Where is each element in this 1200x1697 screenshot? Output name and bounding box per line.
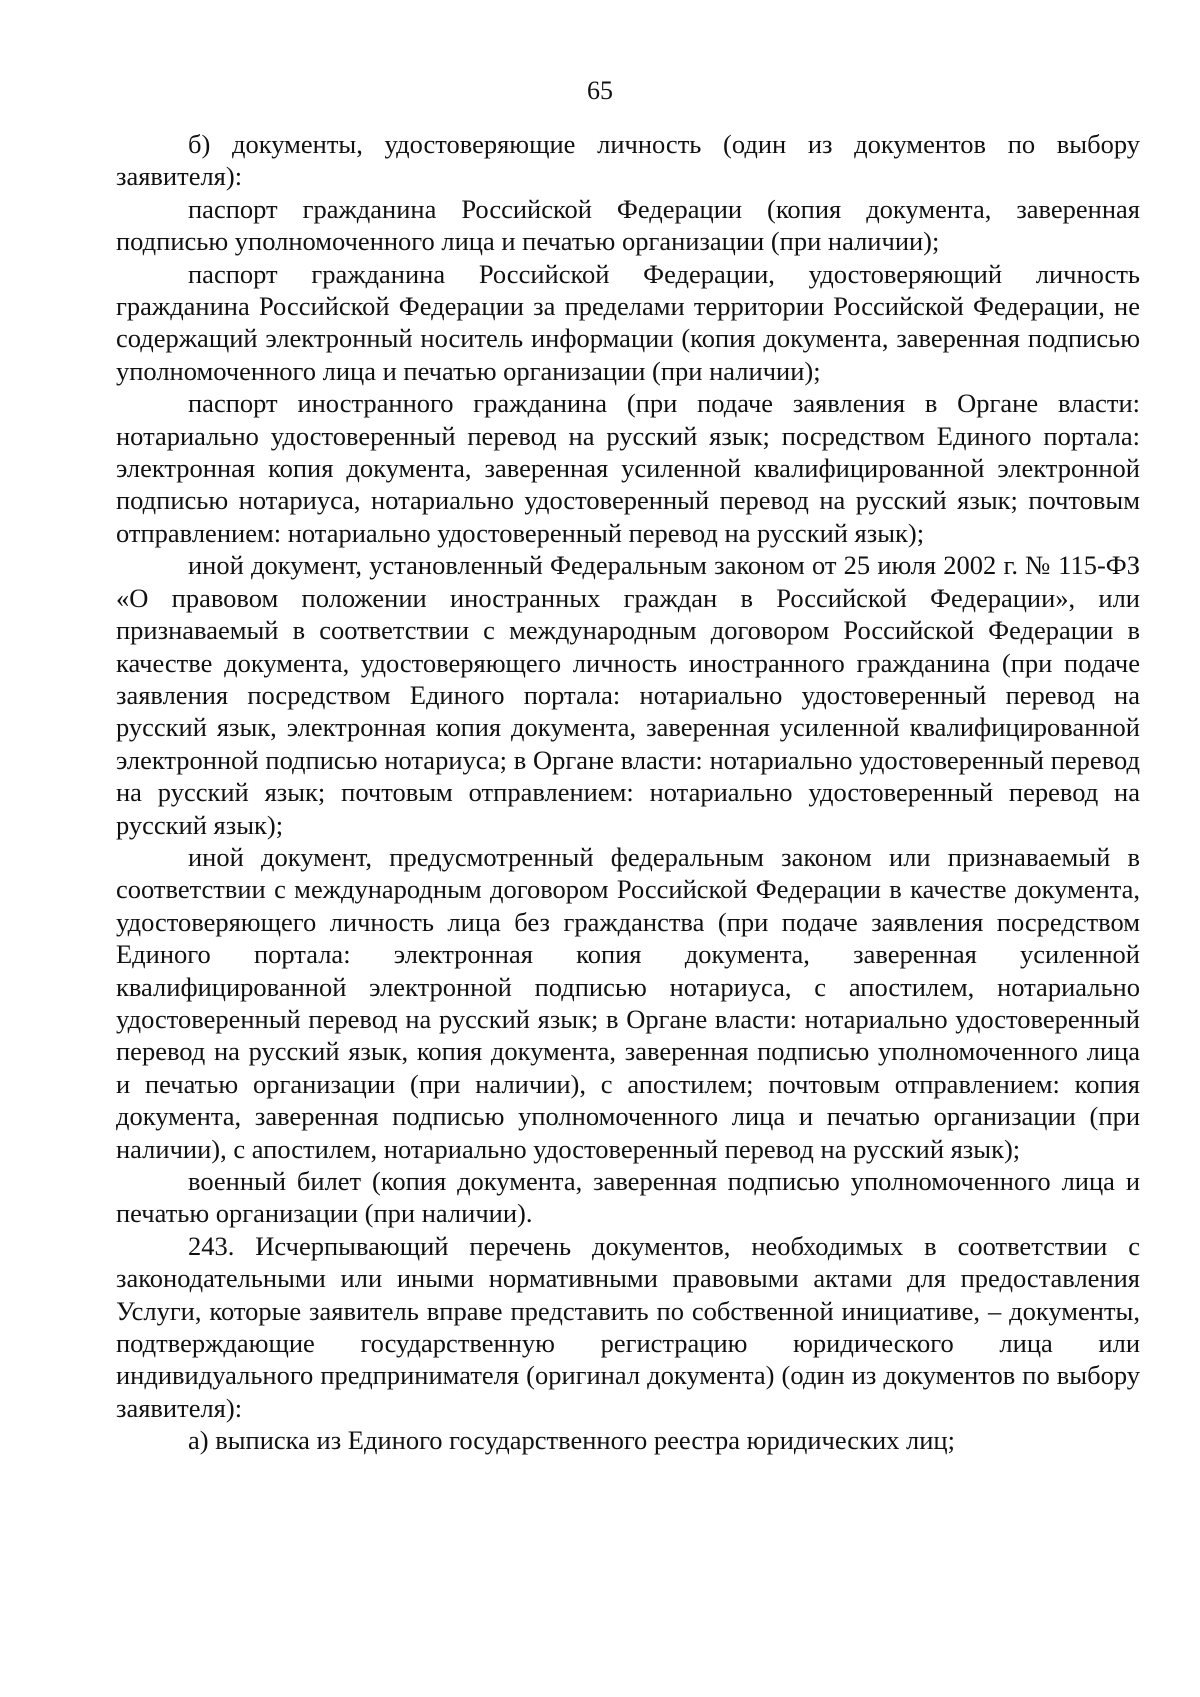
paragraph-identity-documents-intro: б) документы, удостоверяющие личность (один из документов по выбору заявителя): [116,129,1140,192]
paragraph-item-243: 243. Исчерпывающий перечень документов, необходимых в соответствии с законодательными или иными нормативными правовыми актами для предоставления Услуги, которые заявитель вправе представить по собственной инициативе, – документы, подтверждающие государственную регистрацию юридического лица или индивидуального предпринимателя (оригинал документа) (один из документов по выбору заявителя): [116,1230,1140,1423]
paragraph-other-document-foreign-citizen: иной документ, установленный Федеральным законом от 25 июля 2002 г. № 115-ФЗ «О правовом положении иностранных граждан в Российской Федерации», или признаваемый в соответствии с международным договором Российской Федерации в качестве документа, удостоверяющего личность иностранного гражданина (при подаче заявления посредством Единого портала: нотариально удостоверенный перевод на русский язык, электронная копия документа, заверенная усиленной квалифицированной электронной подписью нотариуса; в Органе власти: нотариально удостоверенный перевод на русский язык; почтовым отправлением: нотариально удостоверенный перевод на русский язык); [116,550,1140,840]
paragraph-foreign-citizen-passport: паспорт иностранного гражданина (при подаче заявления в Органе власти: нотариально удостоверенный перевод на русский язык; посредством Единого портала: электронная копия документа, заверенная усиленной квалифицированной электронной подписью нотариуса, нотариально удостоверенный перевод на русский язык; почтовым отправлением: нотариально удостоверенный перевод на русский язык); [116,388,1140,548]
paragraph-foreign-travel-passport: паспорт гражданина Российской Федерации, удостоверяющий личность гражданина Российской Федерации за пределами территории Российской Федерации, не содержащий электронный носитель информации (копия документа, заверенная подписью уполномоченного лица и печатью организации (при наличии); [116,258,1140,386]
paragraph-military-id: военный билет (копия документа, заверенная подписью уполномоченного лица и печатью организации (при наличии). [116,1166,1140,1229]
page-number: 65 [587,76,613,105]
document-body [116,128,1140,1457]
paragraph-egrul-extract: а) выписка из Единого государственного реестра юридических лиц; [188,1425,955,1456]
paragraph-rf-passport: паспорт гражданина Российской Федерации (копия документа, заверенная подписью уполномоченного лица и печатью организации (при наличии); [116,193,1140,257]
paragraph-other-document-stateless: иной документ, предусмотренный федеральным законом или признаваемый в соответствии с международным договором Российской Федерации в качестве документа, удостоверяющего личность лица без гражданства (при подаче заявления посредством Единого портала: электронная копия документа, заверенная усиленной квалифицированной электронной подписью нотариуса, с апостилем, нотариально удостоверенный перевод на русский язык; в Органе власти: нотариально удостоверенный перевод на русский язык, копия документа, заверенная подписью уполномоченного лица и печатью организации (при наличии), с апостилем; почтовым отправлением: копия документа, заверенная подписью уполномоченного лица и печатью организации (при наличии), с апостилем, нотариально удостоверенный перевод на русский язык); [116,841,1140,1164]
